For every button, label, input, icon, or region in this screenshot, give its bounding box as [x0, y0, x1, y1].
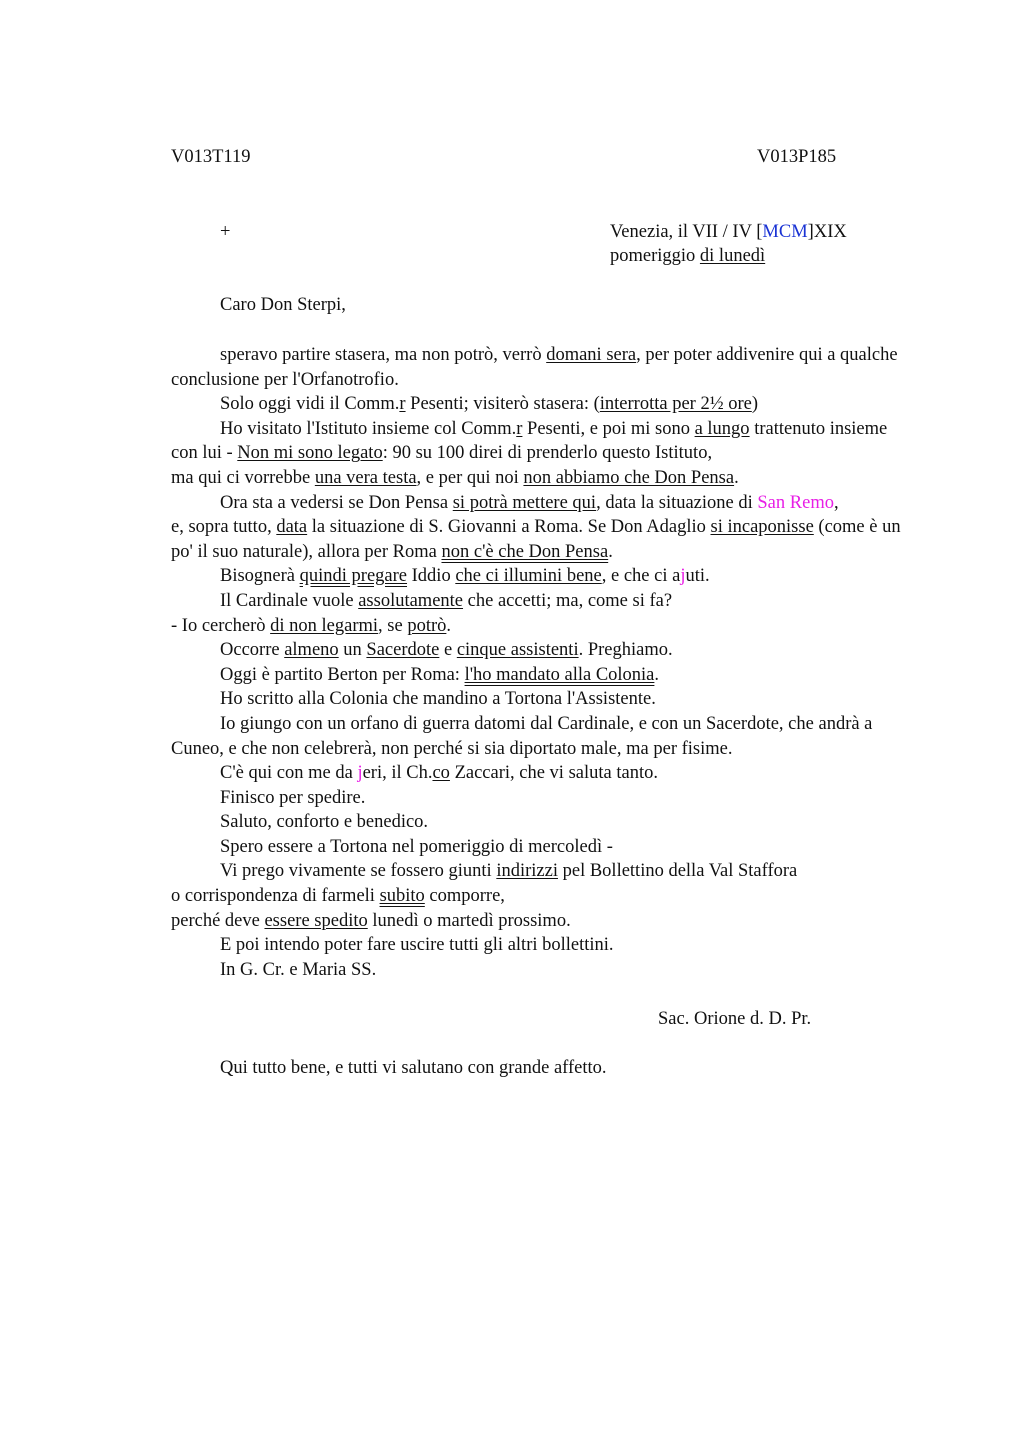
place-name-highlight: San Remo: [757, 492, 834, 513]
document-code-left: V013T119: [171, 147, 251, 167]
paragraph: E poi intendo poter fare uscire tutti gli altri bollettini.: [220, 935, 614, 956]
document-code-right: V013P185: [757, 147, 837, 167]
signature: Sac. Orione d. D. Pr.: [658, 1009, 812, 1030]
paragraph: Finisco per spedire.: [220, 787, 366, 808]
salutation: Caro Don Sterpi,: [220, 295, 346, 315]
paragraph: e, sopra tutto, data la situazione di S. Giovanni a Roma. Se Don Adaglio si incaponisse (come è un po' il suo naturale), allora per Roma non c'è che Don Pensa.: [171, 517, 901, 562]
paragraph: Io giungo con un orfano di guerra datomi dal Cardinale, e con un Sacerdote, che andrà a Cuneo, e che non celebrerà, non perché si sia diportato male, ma per fisime.: [171, 713, 873, 759]
closing: In G. Cr. e Maria SS.: [220, 959, 377, 980]
paragraph: Bisognerà quindi pregare Iddio che ci illumini bene, e che ci ajuti.: [220, 566, 710, 587]
paragraph: speravo partire stasera, ma non potrò, verrò domani sera, per poter addivenire qui a qualche conclusione per l'Orfanotrofio.: [171, 345, 898, 390]
paragraph: perché deve essere spedito lunedì o martedì prossimo.: [171, 910, 571, 931]
paragraph: o corrispondenza di farmeli subito comporre,: [171, 886, 505, 907]
paragraph: Vi prego vivamente se fossero giunti indirizzi pel Bollettino della Val Staffora: [220, 861, 798, 882]
paragraph: ma qui ci vorrebbe una vera testa, e per qui noi non abbiamo che Don Pensa.: [171, 467, 739, 488]
place-date-line: Venezia, il VII / IV [MCM]XIX: [610, 222, 847, 242]
paragraph: Il Cardinale vuole assolutamente che accetti; ma, come si fa?: [220, 590, 673, 611]
paragraph: Ora sta a vedersi se Don Pensa si potrà mettere qui, data la situazione di San Remo,: [220, 492, 839, 513]
paragraph: Ho visitato l'Istituto insieme col Comm.r Pesenti, e poi mi sono a lungo trattenuto insieme con lui - Non mi sono legato: 90 su 100 direi di prenderlo questo Istituto,: [171, 418, 888, 464]
paragraph: Oggi è partito Berton per Roma: l'ho mandato alla Colonia.: [220, 664, 660, 685]
letter-body: [171, 343, 906, 1081]
paragraph: C'è qui con me da jeri, il Ch.co Zaccari, che vi saluta tanto.: [220, 763, 658, 784]
paragraph: Solo oggi vidi il Comm.r Pesenti; visiterò stasera: (interrotta per 2½ ore): [220, 394, 758, 415]
paragraph: - Io cercherò di non legarmi, se potrò.: [171, 615, 452, 636]
year-bracket-blue: MCM: [762, 222, 808, 242]
cross-symbol: +: [220, 222, 231, 242]
postscript: Qui tutto bene, e tutti vi salutano con grande affetto.: [220, 1058, 607, 1079]
paragraph: Occorre almeno un Sacerdote e cinque assistenti. Preghiamo.: [220, 640, 673, 661]
paragraph: Spero essere a Tortona nel pomeriggio di mercoledì -: [220, 836, 613, 857]
time-line: pomeriggio di lunedì: [610, 246, 766, 266]
paragraph: Ho scritto alla Colonia che mandino a Tortona l'Assistente.: [220, 689, 656, 710]
paragraph: Saluto, conforto e benedico.: [220, 812, 429, 833]
